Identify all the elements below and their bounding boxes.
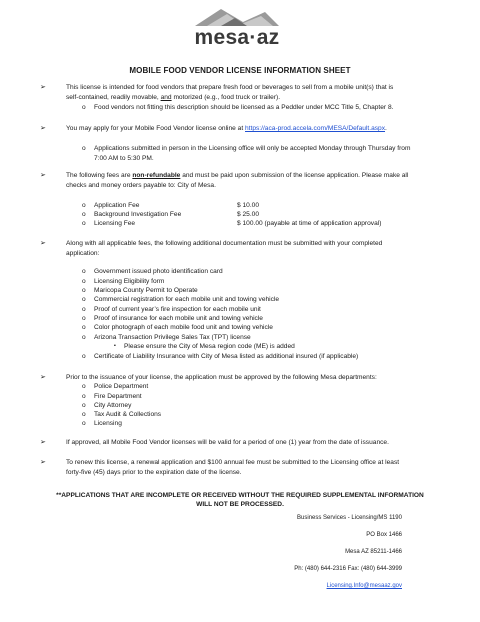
b7-line1: To renew this license, a renewal application and $100 annual fee must be submitted to the Licensing office at least (66, 459, 400, 466)
doc-item: Maricopa County Permit to Operate (94, 287, 198, 294)
b6-line: If approved, all Mobile Food Vendor licenses will be valid for a period of one (1) year from the date of issuance. (66, 439, 389, 446)
b7-line2: forty-five (45) days prior to the expiration date of the license. (66, 469, 242, 476)
doc-item: Certificate of Liability Insurance with City of Mesa listed as additional insured (if applicable) (94, 353, 359, 360)
b2-line (66, 124, 446, 133)
circle-bullet-icon: o (82, 393, 86, 400)
circle-bullet-icon: o (82, 383, 86, 390)
circle-bullet-icon: o (82, 402, 86, 409)
arrow-bullet-icon: ➢ (40, 459, 46, 466)
contact-dept: Business Services - Licensing/MS 1190 (297, 515, 402, 521)
arrow-bullet-icon: ➢ (40, 374, 46, 381)
doc-item: Proof of current year’s fire inspection for each mobile unit (94, 306, 261, 313)
arrow-bullet-icon: ➢ (40, 240, 46, 247)
b3-post: and must be paid upon submission of the license application. Please make all (182, 172, 409, 179)
doc-item: Government issued photo identification card (94, 268, 223, 275)
fee-amount: $ 10.00 (237, 202, 259, 209)
online-license-link[interactable]: https://aca-prod.accela.com/MESA/Default.aspx (245, 125, 386, 132)
page-title: MOBILE FOOD VENDOR LICENSE INFORMATION SHEET (129, 66, 351, 75)
fee-name: Background Investigation Fee (94, 211, 182, 218)
mountain-logo-icon (181, 6, 293, 28)
b1-line1: This license is intended for food vendors that prepare fresh food or beverages to sell from a mobile unit(s) that is (66, 84, 394, 91)
circle-bullet-icon: o (82, 315, 86, 322)
doc-subitem: Please ensure the City of Mesa region code (ME) is added (124, 343, 295, 350)
doc-item: Color photograph of each mobile food unit and towing vehicle (94, 324, 273, 331)
b1-line2-pre: self-contained, readily movable, (66, 94, 159, 101)
circle-bullet-icon: o (82, 306, 86, 313)
warning-line1: **APPLICATIONS THAT ARE INCOMPLETE OR RECEIVED WITHOUT THE REQUIRED SUPPLEMENTAL INFORMATION (56, 492, 424, 499)
dept-item: City Attorney (94, 402, 132, 409)
b2-sub-line1: Applications submitted in person in the Licensing office will only be accepted Monday through Thursday from (94, 145, 411, 152)
contact-pobox: PO Box 1466 (366, 532, 402, 538)
contact-phone: Ph: (480) 644-2316 Fax: (480) 644-3999 (294, 566, 402, 572)
circle-bullet-icon: o (82, 211, 86, 218)
dept-item: Police Department (94, 383, 149, 390)
dept-item: Fire Department (94, 393, 142, 400)
dept-item: Tax Audit & Collections (94, 411, 162, 418)
mesa-az-logo (181, 6, 293, 52)
dept-item: Licensing (94, 420, 122, 427)
fee-name: Licensing Fee (94, 220, 136, 227)
doc-item: Commercial registration for each mobile unit and towing vehicle (94, 296, 280, 303)
circle-bullet-icon: o (82, 145, 86, 152)
circle-bullet-icon: o (82, 104, 86, 111)
b3-line2: checks and money orders payable to: City of Mesa. (66, 182, 216, 189)
b5-line: Prior to the issuance of your license, the application must be approved by the following Mesa departments: (66, 374, 377, 381)
fee-amount: $ 25.00 (237, 211, 259, 218)
contact-city: Mesa AZ 85211-1466 (345, 549, 402, 555)
circle-bullet-icon: o (82, 296, 86, 303)
b2-sub-line2: 7:00 AM to 5:30 PM. (94, 155, 154, 162)
doc-item: Licensing Eligibility form (94, 278, 165, 285)
circle-bullet-icon: o (82, 353, 86, 360)
b2-text: You may apply for your Mobile Food Vendor license online at (66, 125, 244, 132)
circle-bullet-icon: o (82, 420, 86, 427)
square-bullet-icon: ▪ (114, 343, 116, 349)
circle-bullet-icon: o (82, 268, 86, 275)
circle-bullet-icon: o (82, 411, 86, 418)
arrow-bullet-icon: ➢ (40, 125, 46, 132)
b3-pre: The following fees are (66, 172, 131, 179)
b1-line2 (66, 93, 446, 102)
arrow-bullet-icon: ➢ (40, 172, 46, 179)
non-refundable-emphasis: non-refundable (132, 172, 181, 179)
circle-bullet-icon: o (82, 334, 86, 341)
circle-bullet-icon: o (82, 324, 86, 331)
fee-name: Application Fee (94, 202, 140, 209)
circle-bullet-icon: o (82, 278, 86, 285)
circle-bullet-icon: o (82, 220, 86, 227)
circle-bullet-icon: o (82, 287, 86, 294)
b1-and-underlined: and (160, 94, 172, 101)
b1-line2-post: motorized (e.g., food truck or trailer). (173, 94, 281, 101)
b4-line1: Along with all applicable fees, the following additional documentation must be submitted with your completed (66, 240, 383, 247)
doc-item: Arizona Transaction Privilege Sales Tax (TPT) license (94, 334, 251, 341)
arrow-bullet-icon: ➢ (40, 439, 46, 446)
b1-sub: Food vendors not fitting this description should be licensed as a Peddler under MCC Title 5, Chapter 8. (94, 104, 394, 111)
b3-line1 (66, 171, 446, 180)
logo-wordmark: mesa·az (194, 26, 280, 49)
contact-email-link[interactable]: Licensing.Info@mesaaz.gov (326, 583, 402, 589)
doc-item: Proof of insurance for each mobile unit and towing vehicle (94, 315, 263, 322)
warning-line2: WILL NOT BE PROCESSED. (196, 501, 284, 508)
circle-bullet-icon: o (82, 202, 86, 209)
b4-line2: application: (66, 250, 100, 257)
b2-period: . (385, 125, 387, 132)
fee-amount: $ 100.00 (payable at time of application approval) (237, 220, 382, 227)
arrow-bullet-icon: ➢ (40, 84, 46, 91)
